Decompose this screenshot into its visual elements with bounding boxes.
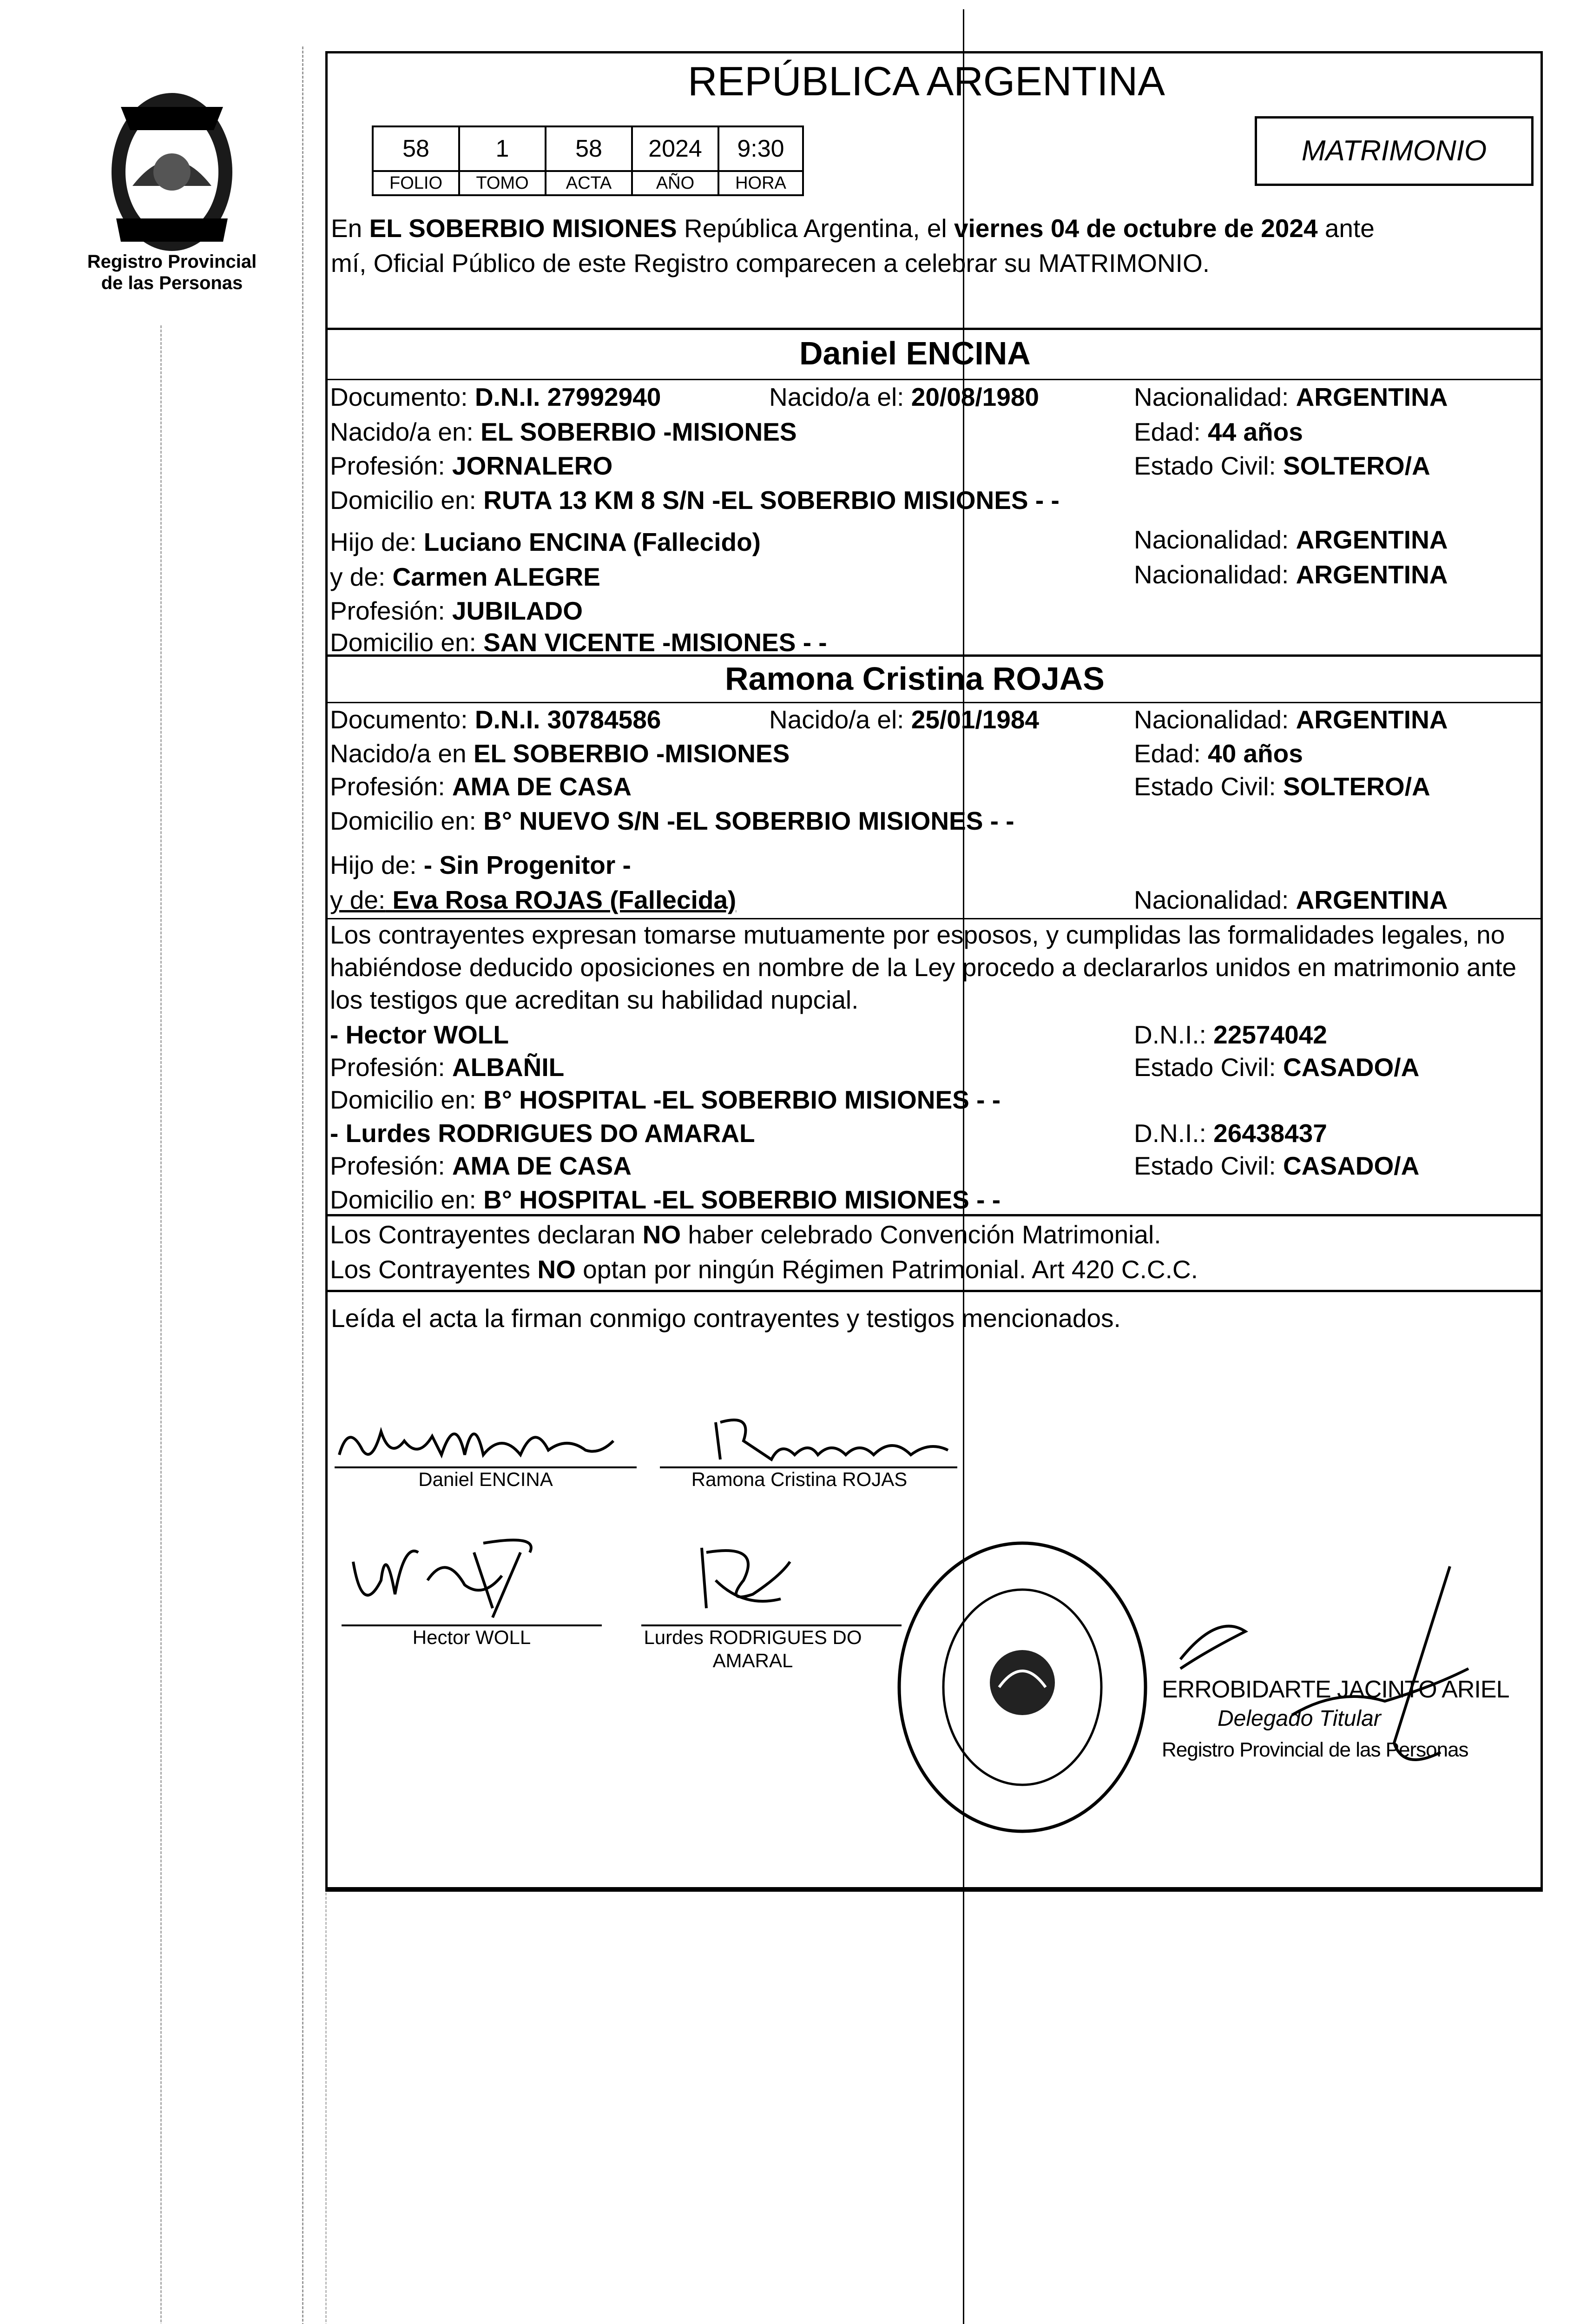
bride-mother-nationality: Nacionalidad: ARGENTINA xyxy=(1134,885,1448,914)
bride-signature xyxy=(706,1404,967,1476)
hora-label: HORA xyxy=(735,173,786,193)
witness2-address: Domicilio en: B° HOSPITAL -EL SOBERBIO MISIONES - - xyxy=(330,1185,1001,1214)
groom-parent-address: Domicilio en: SAN VICENTE -MISIONES - - xyxy=(330,628,827,657)
ano-value: 2024 xyxy=(648,135,702,162)
declaration-line1: Los contrayentes expresan tomarse mutuamente por esposos, y cumplidas las formalidades legales, no xyxy=(330,920,1505,949)
page-title: REPÚBLICA ARGENTINA xyxy=(688,58,1165,104)
groom-civil-status: Estado Civil: SOLTERO/A xyxy=(1134,451,1430,480)
bride-signature-label: Ramona Cristina ROJAS xyxy=(691,1468,908,1490)
witness1-signature-label: Hector WOLL xyxy=(412,1626,531,1648)
witness1-name: - Hector WOLL xyxy=(330,1020,509,1049)
reading-statement: Leída el acta la firman conmigo contrayentes y testigos mencionados. xyxy=(331,1304,1121,1333)
bride-mother: y de: Eva Rosa ROJAS (Fallecida) xyxy=(330,885,737,914)
groom-father-nationality: Nacionalidad: ARGENTINA xyxy=(1134,525,1448,554)
hora-value: 9:30 xyxy=(737,135,784,162)
groom-profession: Profesión: JORNALERO xyxy=(330,451,613,480)
reading-rule xyxy=(325,1290,1543,1292)
witness2-profession: Profesión: AMA DE CASA xyxy=(330,1151,632,1180)
margin-dash-right xyxy=(302,46,303,2324)
official-stamp xyxy=(892,1534,1152,1841)
tomo-value: 1 xyxy=(495,135,509,162)
tomo-label: TOMO xyxy=(476,173,529,193)
margin-dash-inner xyxy=(325,1859,327,2324)
acta-label: ACTA xyxy=(566,173,612,193)
groom-father: Hijo de: Luciano ENCINA (Fallecido) xyxy=(330,528,761,556)
folio-value: 58 xyxy=(402,135,429,162)
declaration-line2: habiéndose deducido oposiciones en nombre de la Ley procedo a declararlos unidos en matrimonio ante xyxy=(330,953,1517,982)
witness1-signature xyxy=(344,1525,567,1629)
official-name: ERROBIDARTE JACINTO ARIEL xyxy=(1162,1676,1509,1703)
logo-caption-line2: de las Personas xyxy=(101,273,243,293)
registry-stamp-icon xyxy=(892,1534,1152,1841)
bride-document: Documento: D.N.I. 30784586 xyxy=(330,705,661,734)
witness2-dni: D.N.I.: 26438437 xyxy=(1134,1119,1327,1148)
groom-signature xyxy=(335,1404,660,1476)
bride-address: Domicilio en: B° NUEVO S/N -EL SOBERBIO MISIONES - - xyxy=(330,806,1014,835)
witness1-profession: Profesión: ALBAÑIL xyxy=(330,1053,565,1082)
bride-father: Hijo de: - Sin Progenitor - xyxy=(330,851,631,879)
intro-line1: En EL SOBERBIO MISIONES República Argentina, el viernes 04 de octubre de 2024 ante xyxy=(331,214,1375,243)
witness2-name: - Lurdes RODRIGUES DO AMARAL xyxy=(330,1119,755,1148)
witness1-civil-status: Estado Civil: CASADO/A xyxy=(1134,1053,1420,1082)
frame-bottom-rule xyxy=(325,1887,1543,1889)
groom-signature-label: Daniel ENCINA xyxy=(418,1468,553,1490)
bride-age: Edad: 40 años xyxy=(1134,739,1303,768)
logo-caption-line1: Registro Provincial xyxy=(87,251,257,272)
record-fields-table xyxy=(372,125,804,200)
groom-mother-nationality: Nacionalidad: ARGENTINA xyxy=(1134,560,1448,589)
official-office: Registro Provincial de las Personas xyxy=(1162,1738,1468,1761)
ano-label: AÑO xyxy=(656,173,695,193)
folio-label: FOLIO xyxy=(389,173,443,193)
declaration-line3: los testigos que acreditan su habilidad nupcial. xyxy=(330,985,859,1014)
witness2-signature-label: Lurdes RODRIGUES DO AMARAL xyxy=(644,1626,862,1671)
groom-parent-profession: Profesión: JUBILADO xyxy=(330,596,583,625)
bride-civil-status: Estado Civil: SOLTERO/A xyxy=(1134,772,1430,801)
witness1-dni: D.N.I.: 22574042 xyxy=(1134,1020,1327,1049)
groom-document: Documento: D.N.I. 27992940 xyxy=(330,383,661,411)
record-type-box xyxy=(1255,116,1534,186)
groom-birth-date: Nacido/a el: 20/08/1980 xyxy=(769,383,1040,411)
misiones-seal-icon xyxy=(88,79,256,274)
witness2-signature xyxy=(688,1534,809,1620)
regime-rule xyxy=(325,1214,1543,1216)
bride-profession: Profesión: AMA DE CASA xyxy=(330,772,632,801)
groom-birth-place: Nacido/a en: EL SOBERBIO -MISIONES xyxy=(330,417,797,446)
logo-caption xyxy=(70,251,274,294)
groom-nationality: Nacionalidad: ARGENTINA xyxy=(1134,383,1448,411)
record-type-label: MATRIMONIO xyxy=(1301,135,1487,167)
regime-line2: Los Contrayentes NO optan por ningún Régimen Patrimonial. Art 420 C.C.C. xyxy=(330,1255,1198,1284)
bride-nationality: Nacionalidad: ARGENTINA xyxy=(1134,705,1448,734)
intro-line2: mí, Oficial Público de este Registro comparecen a celebrar su MATRIMONIO. xyxy=(331,249,1210,277)
official-role: Delegado Titular xyxy=(1218,1706,1381,1731)
regime-line1: Los Contrayentes declaran NO haber celebrado Convención Matrimonial. xyxy=(330,1220,1161,1249)
bride-birth-date: Nacido/a el: 25/01/1984 xyxy=(769,705,1040,734)
witness2-civil-status: Estado Civil: CASADO/A xyxy=(1134,1151,1420,1180)
groom-age: Edad: 44 años xyxy=(1134,417,1303,446)
groom-top-rule xyxy=(325,328,1543,330)
bride-birth-place: Nacido/a en EL SOBERBIO -MISIONES xyxy=(330,739,790,768)
registry-logo xyxy=(88,79,256,274)
bride-top-rule xyxy=(325,654,1543,657)
groom-name: Daniel ENCINA xyxy=(799,335,1031,371)
groom-address: Domicilio en: RUTA 13 KM 8 S/N -EL SOBERBIO MISIONES - - xyxy=(330,486,1060,515)
acta-value: 58 xyxy=(575,135,602,162)
groom-mother: y de: Carmen ALEGRE xyxy=(330,562,600,591)
witness1-address: Domicilio en: B° HOSPITAL -EL SOBERBIO MISIONES - - xyxy=(330,1085,1001,1114)
margin-dash-left xyxy=(160,325,162,2324)
bride-name: Ramona Cristina ROJAS xyxy=(725,660,1105,697)
